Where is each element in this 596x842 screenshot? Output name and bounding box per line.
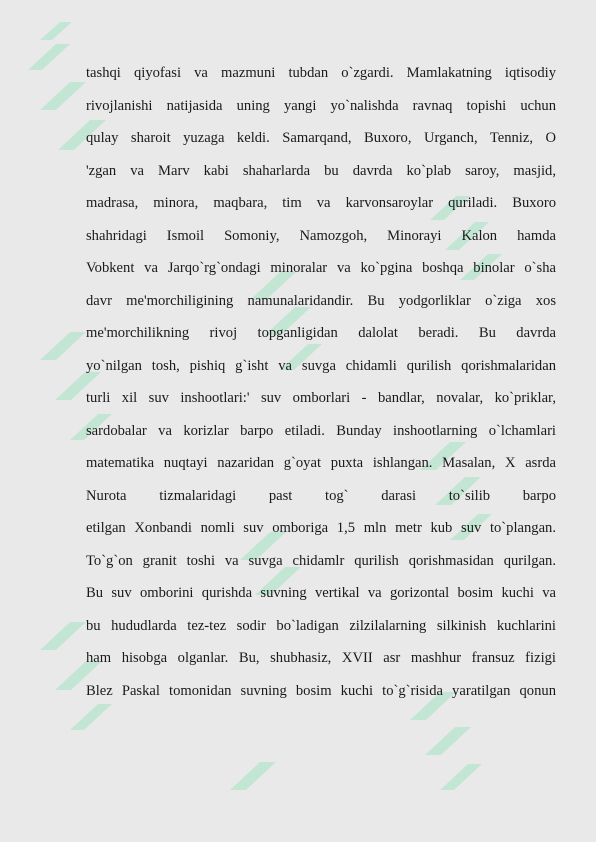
text-line: rivojlanishi natijasida uning yangi yo`nalishda ravnaq topishi uchun bbox=[86, 97, 556, 114]
text-line: matematika nuqtayi nazaridan g`oyat puxta ishlangan. Masalan, X asrda bbox=[86, 455, 556, 471]
text-line: madrasa, minora, maqbara, tim va karvonsaroylar quriladi. Buxoro bbox=[86, 195, 556, 211]
text-line: Nurota tizmalaridagi past tog` darasi to`silib barpo bbox=[86, 487, 556, 504]
text-line: tashqi qiyofasi va mazmuni tubdan o`zgardi. Mamlakatning iqtisodiy bbox=[86, 65, 556, 81]
text-line: qulay sharoit yuzaga keldi. Samarqand, Buxoro, Urganch, Tenniz, O bbox=[86, 130, 556, 146]
body-text bbox=[86, 57, 556, 707]
text-line: To`g`on granit toshi va suvga chidamlr qurilish qorishmasidan qurilgan. bbox=[86, 552, 556, 569]
text-line: me'morchilikning rivoj topganligidan dalolat beradi. Bu davrda bbox=[86, 325, 556, 341]
text-line: turli xil suv inshootlari:' suv omborlari - bandlar, novalar, ko`priklar, bbox=[86, 390, 556, 406]
text-line: Vobkent va Jarqo`rg`ondagi minoralar va ko`pgina boshqa binolar o`sha bbox=[86, 260, 556, 276]
text-line: ham hisobga olganlar. Bu, shubhasiz, XVII asr mashhur fransuz fizigi bbox=[86, 650, 556, 666]
text-line: davr me'morchiligining namunalaridandir. Bu yodgorliklar o`ziga xos bbox=[86, 292, 556, 309]
text-line: sardobalar va korizlar barpo etiladi. Bunday inshootlarning o`lchamlari bbox=[86, 422, 556, 439]
text-line: Bu suv omborini qurishda suvning vertikal va gorizontal bosim kuchi va bbox=[86, 585, 556, 601]
text-line: etilgan Xonbandi nomli suv omboriga 1,5 mln metr kub suv to`plangan. bbox=[86, 520, 556, 536]
text-line: Blez Paskal tomonidan suvning bosim kuchi to`g`risida yaratilgan qonun bbox=[86, 682, 556, 699]
text-line: shahridagi Ismoil Somoniy, Namozgoh, Minorayi Kalon hamda bbox=[86, 227, 556, 244]
text-line: yo`nilgan tosh, pishiq g`isht va suvga chidamli qurilish qorishmalaridan bbox=[86, 357, 556, 374]
text-line: 'zgan va Marv kabi shaharlarda bu davrda ko`plab saroy, masjid, bbox=[86, 162, 556, 179]
text-line: bu hududlarda tez-tez sodir bo`ladigan zilzilalarning silkinish kuchlarini bbox=[86, 617, 556, 634]
